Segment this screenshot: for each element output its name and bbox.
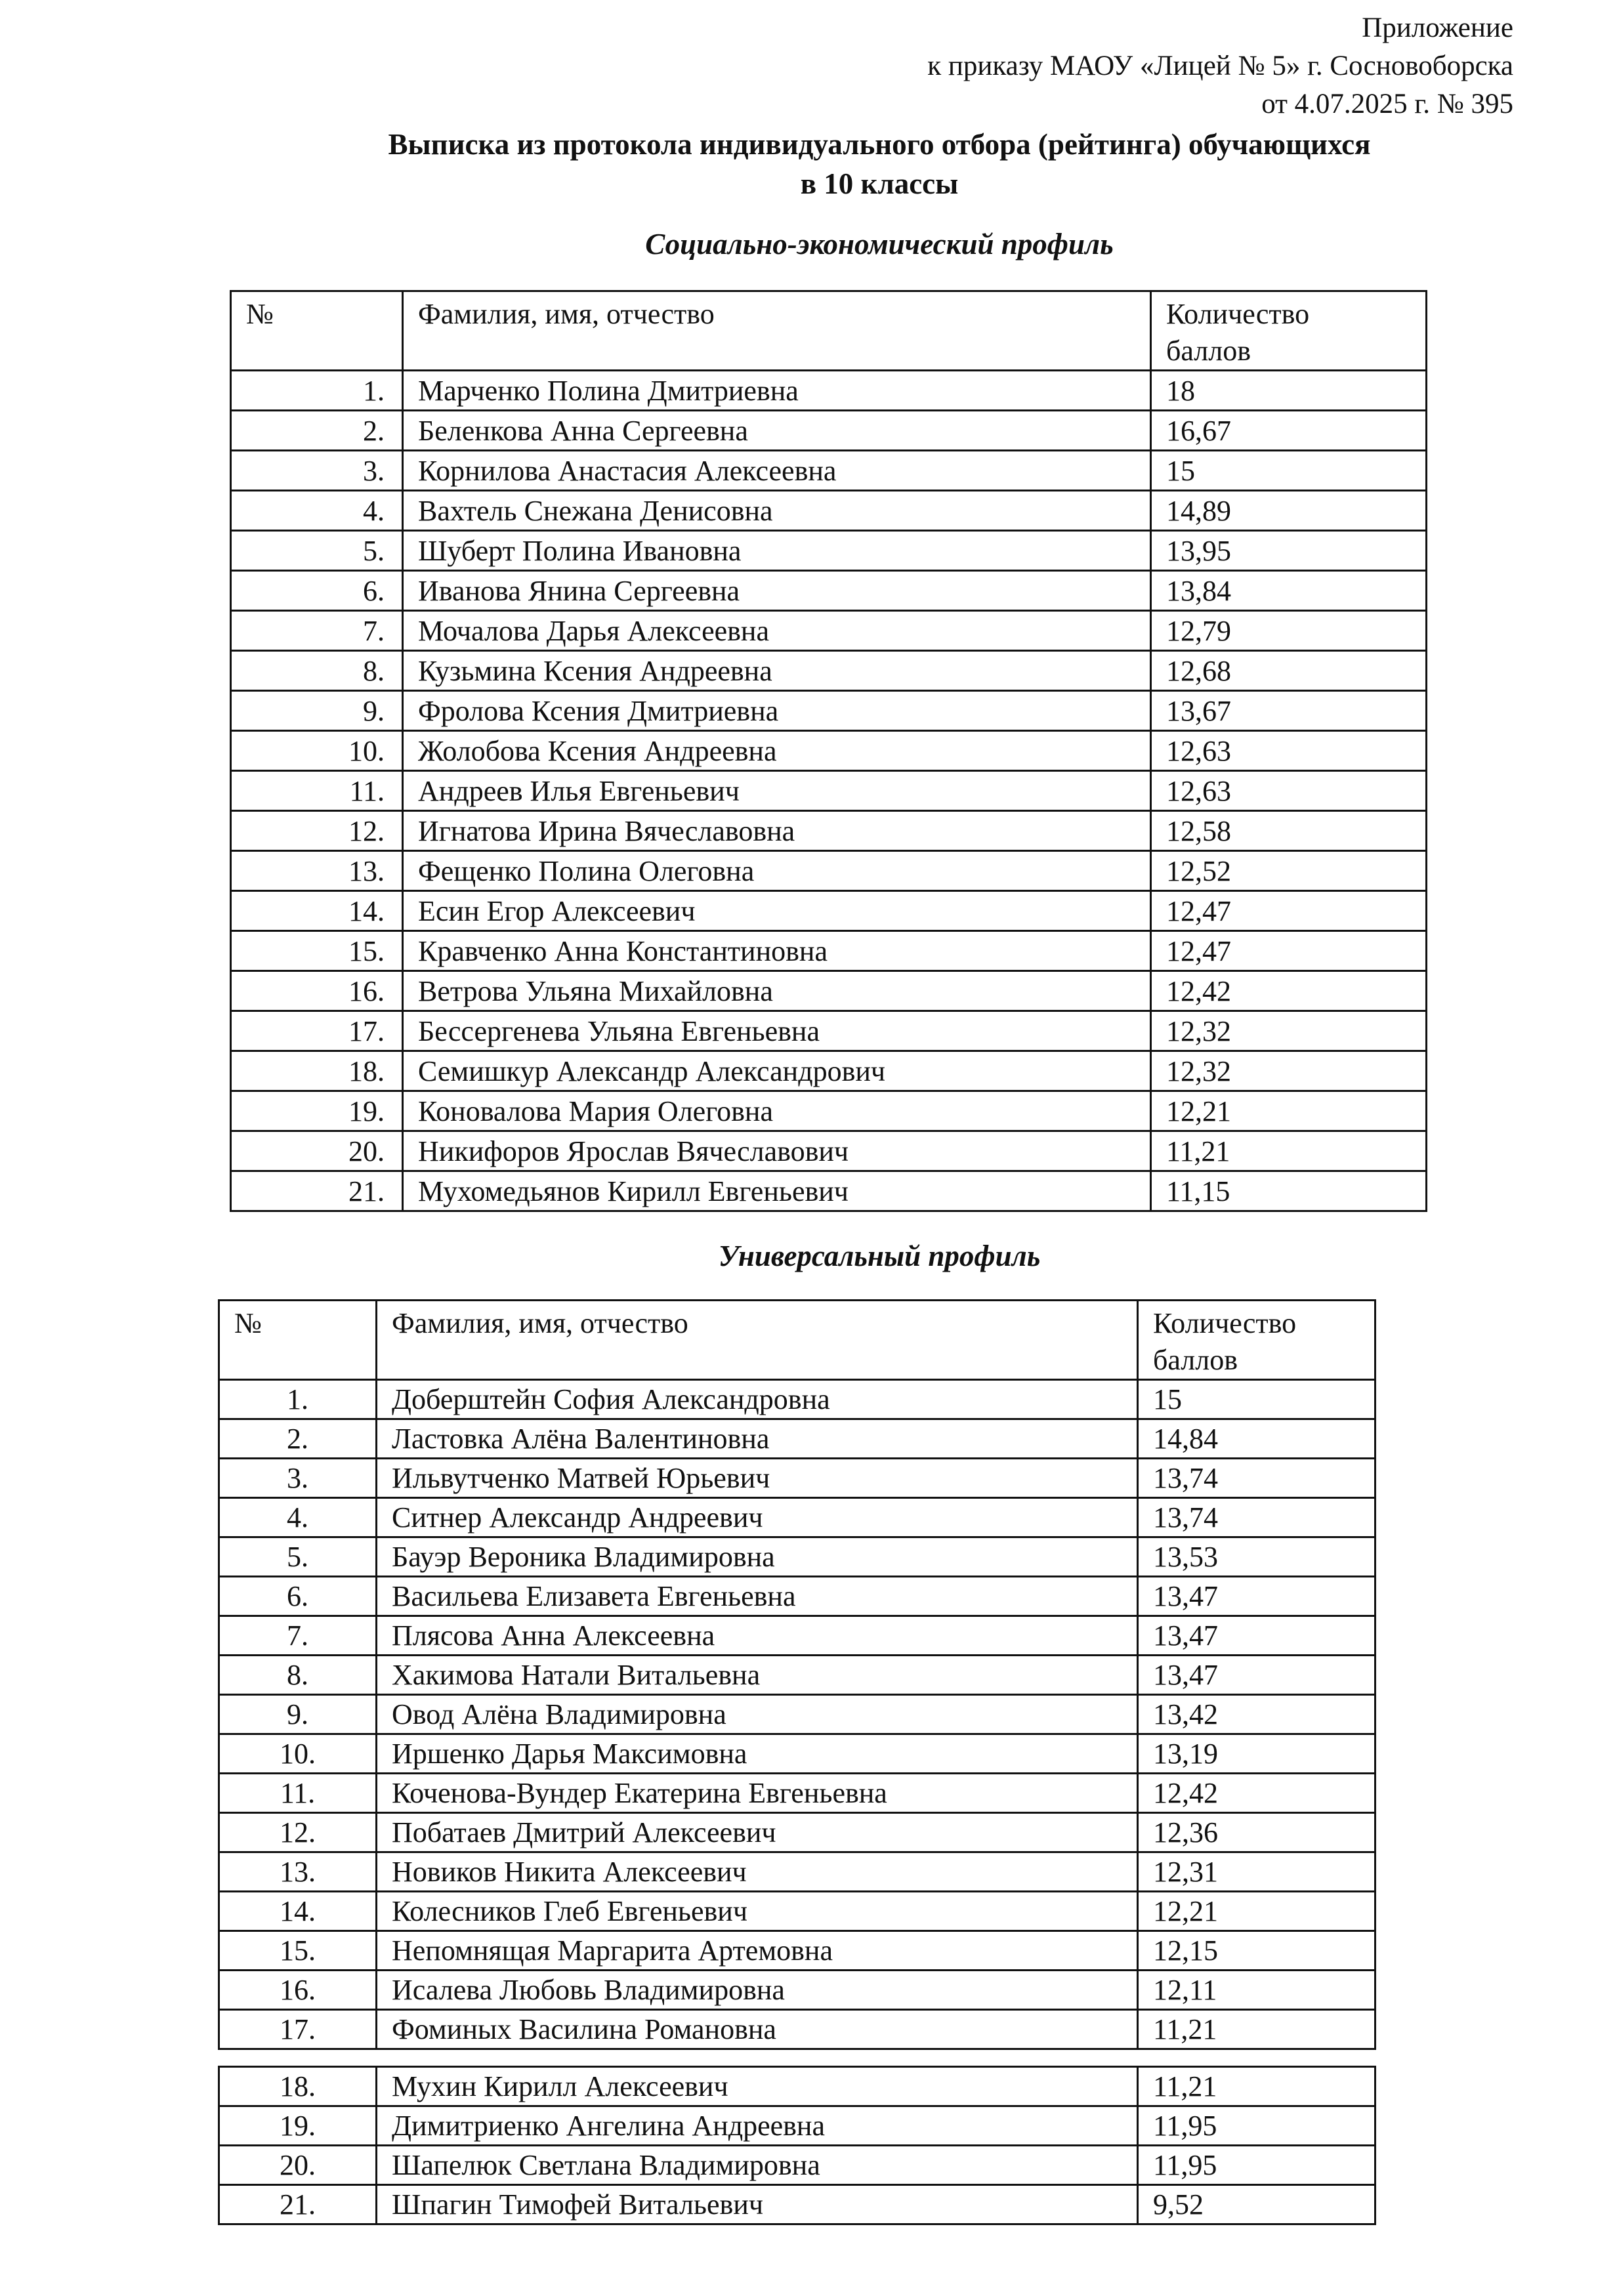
row-number: 12. — [219, 1813, 377, 1852]
table-row — [231, 651, 1427, 691]
row-score: 13,74 — [1138, 1459, 1376, 1498]
section-title-socio-economic: Социально-экономический профиль — [645, 228, 1114, 261]
row-score: 12,32 — [1151, 1011, 1427, 1051]
row-score: 12,21 — [1138, 1892, 1376, 1931]
row-name: Фролова Ксения Дмитриевна — [403, 691, 1151, 731]
row-score: 13,84 — [1151, 571, 1427, 611]
row-name: Шпагин Тимофей Витальевич — [377, 2185, 1138, 2224]
table-row — [219, 1577, 1376, 1616]
row-score: 12,63 — [1151, 771, 1427, 811]
row-name: Ильвутченко Матвей Юрьевич — [377, 1459, 1138, 1498]
row-score: 12,42 — [1138, 1774, 1376, 1813]
row-name: Фещенко Полина Олеговна — [403, 851, 1151, 891]
table-row — [231, 971, 1427, 1011]
row-number: 1. — [231, 371, 403, 411]
row-score: 12,47 — [1151, 931, 1427, 971]
row-number: 8. — [231, 651, 403, 691]
row-number: 18. — [231, 1051, 403, 1091]
row-score: 9,52 — [1138, 2185, 1376, 2224]
row-name: Кравченко Анна Константиновна — [403, 931, 1151, 971]
row-name: Новиков Никита Алексеевич — [377, 1852, 1138, 1892]
row-number: 13. — [231, 851, 403, 891]
row-score: 12,63 — [1151, 731, 1427, 771]
table-row — [219, 2146, 1376, 2185]
table-row — [231, 1011, 1427, 1051]
row-number: 17. — [219, 2010, 377, 2049]
row-number: 20. — [231, 1131, 403, 1171]
table-row — [219, 1656, 1376, 1695]
table-row — [219, 2010, 1376, 2049]
table-row — [231, 1171, 1427, 1211]
row-number: 14. — [219, 1892, 377, 1931]
row-name: Вахтель Снежана Денисовна — [403, 491, 1151, 531]
row-name: Мухин Кирилл Алексеевич — [377, 2067, 1138, 2106]
row-score: 13,19 — [1138, 1734, 1376, 1774]
appendix-date-line: от 4.07.2025 г. № 395 — [1261, 89, 1513, 119]
row-score: 11,21 — [1151, 1131, 1427, 1171]
row-number: 18. — [219, 2067, 377, 2106]
row-score: 13,47 — [1138, 1577, 1376, 1616]
row-number: 19. — [219, 2106, 377, 2146]
row-number: 13. — [219, 1852, 377, 1892]
row-score: 12,68 — [1151, 651, 1427, 691]
row-score: 15 — [1138, 1380, 1376, 1419]
table-row — [231, 571, 1427, 611]
row-score: 12,31 — [1138, 1852, 1376, 1892]
table-row — [219, 1971, 1376, 2010]
row-number: 12. — [231, 811, 403, 851]
row-number: 10. — [219, 1734, 377, 1774]
row-name: Жолобова Ксения Андреевна — [403, 731, 1151, 771]
row-score: 18 — [1151, 371, 1427, 411]
row-score: 12,58 — [1151, 811, 1427, 851]
row-name: Непомнящая Маргарита Артемовна — [377, 1931, 1138, 1971]
row-score: 15 — [1151, 451, 1427, 491]
row-number: 1. — [219, 1380, 377, 1419]
row-name: Колесников Глеб Евгеньевич — [377, 1892, 1138, 1931]
row-name: Кузьмина Ксения Андреевна — [403, 651, 1151, 691]
row-name: Димитриенко Ангелина Андреевна — [377, 2106, 1138, 2146]
socio-economic-table — [230, 290, 1427, 1212]
row-number: 5. — [219, 1537, 377, 1577]
appendix-line: Приложение — [1362, 12, 1513, 43]
row-name: Корнилова Анастасия Алексеевна — [403, 451, 1151, 491]
row-number: 11. — [231, 771, 403, 811]
row-score: 11,95 — [1138, 2106, 1376, 2146]
row-name: Васильева Елизавета Евгеньевна — [377, 1577, 1138, 1616]
row-number: 4. — [219, 1498, 377, 1537]
row-number: 7. — [219, 1616, 377, 1656]
row-number: 15. — [219, 1931, 377, 1971]
row-name: Мочалова Дарья Алексеевна — [403, 611, 1151, 651]
row-name: Бауэр Вероника Владимировна — [377, 1537, 1138, 1577]
row-name: Мухомедьянов Кирилл Евгеньевич — [403, 1171, 1151, 1211]
row-name: Шуберт Полина Ивановна — [403, 531, 1151, 571]
row-score: 11,21 — [1138, 2010, 1376, 2049]
table-row — [231, 891, 1427, 931]
row-score: 13,53 — [1138, 1537, 1376, 1577]
row-number: 7. — [231, 611, 403, 651]
document-title-line2: в 10 классы — [800, 167, 959, 200]
row-score: 11,21 — [1138, 2067, 1376, 2106]
row-score: 13,74 — [1138, 1498, 1376, 1537]
row-name: Доберштейн София Александровна — [377, 1380, 1138, 1419]
table-row — [231, 731, 1427, 771]
row-score: 12,11 — [1138, 1971, 1376, 2010]
row-name: Никифоров Ярослав Вячеславович — [403, 1131, 1151, 1171]
table-row — [231, 531, 1427, 571]
table-row — [231, 691, 1427, 731]
table-row — [219, 1380, 1376, 1419]
table-row — [219, 1498, 1376, 1537]
table-row — [219, 1616, 1376, 1656]
table-row — [231, 491, 1427, 531]
row-score: 13,42 — [1138, 1695, 1376, 1734]
table-row — [219, 1931, 1376, 1971]
table-row — [219, 1459, 1376, 1498]
row-score: 16,67 — [1151, 411, 1427, 451]
row-score: 12,52 — [1151, 851, 1427, 891]
row-score: 12,21 — [1151, 1091, 1427, 1131]
row-name: Иванова Янина Сергеевна — [403, 571, 1151, 611]
row-name: Марченко Полина Дмитриевна — [403, 371, 1151, 411]
row-number: 15. — [231, 931, 403, 971]
column-header-score: Количество баллов — [1138, 1301, 1376, 1380]
table-row — [219, 1813, 1376, 1852]
table-header-row — [231, 291, 1427, 371]
row-score: 14,89 — [1151, 491, 1427, 531]
row-name: Ситнер Александр Андреевич — [377, 1498, 1138, 1537]
row-name: Коченова-Вундер Екатерина Евгеньевна — [377, 1774, 1138, 1813]
table-row — [219, 2106, 1376, 2146]
table-row — [219, 1419, 1376, 1459]
table-row — [231, 1051, 1427, 1091]
table-header-row — [219, 1301, 1376, 1380]
table-row — [231, 771, 1427, 811]
document-title-line1: Выписка из протокола индивидуального отбора (рейтинга) обучающихся — [388, 128, 1371, 161]
document-title — [0, 125, 1617, 203]
table-row — [231, 1131, 1427, 1171]
row-name: Овод Алёна Владимировна — [377, 1695, 1138, 1734]
section-title-universal: Универсальный профиль — [718, 1240, 1041, 1272]
row-name: Хакимова Натали Витальевна — [377, 1656, 1138, 1695]
column-header-name: Фамилия, имя, отчество — [377, 1301, 1138, 1380]
row-number: 9. — [231, 691, 403, 731]
table-row — [219, 1774, 1376, 1813]
column-header-number: № — [219, 1301, 377, 1380]
row-number: 6. — [231, 571, 403, 611]
row-number: 8. — [219, 1656, 377, 1695]
row-score: 12,15 — [1138, 1931, 1376, 1971]
row-name: Семишкур Александр Александрович — [403, 1051, 1151, 1091]
row-number: 10. — [231, 731, 403, 771]
row-score: 12,79 — [1151, 611, 1427, 651]
row-number: 3. — [231, 451, 403, 491]
table-row — [231, 851, 1427, 891]
row-score: 11,95 — [1138, 2146, 1376, 2185]
row-number: 4. — [231, 491, 403, 531]
row-name: Ластовка Алёна Валентиновна — [377, 1419, 1138, 1459]
row-name: Плясова Анна Алексеевна — [377, 1616, 1138, 1656]
row-number: 3. — [219, 1459, 377, 1498]
row-number: 16. — [231, 971, 403, 1011]
table-row — [231, 611, 1427, 651]
row-number: 11. — [219, 1774, 377, 1813]
table-row — [231, 411, 1427, 451]
universal-table-continued — [218, 2066, 1376, 2225]
row-name: Бессергенева Ульяна Евгеньевна — [403, 1011, 1151, 1051]
row-name: Игнатова Ирина Вячеславовна — [403, 811, 1151, 851]
row-name: Шапелюк Светлана Владимировна — [377, 2146, 1138, 2185]
table-row — [231, 371, 1427, 411]
appendix-header — [927, 9, 1513, 123]
row-score: 11,15 — [1151, 1171, 1427, 1211]
table-row — [231, 811, 1427, 851]
column-header-name: Фамилия, имя, отчество — [403, 291, 1151, 371]
table-row — [219, 2185, 1376, 2224]
row-number: 20. — [219, 2146, 377, 2185]
row-name: Исалева Любовь Владимировна — [377, 1971, 1138, 2010]
row-score: 12,42 — [1151, 971, 1427, 1011]
row-name: Ветрова Ульяна Михайловна — [403, 971, 1151, 1011]
table-row — [219, 1695, 1376, 1734]
table-row — [219, 1734, 1376, 1774]
row-number: 16. — [219, 1971, 377, 2010]
table-row — [219, 1537, 1376, 1577]
row-score: 13,47 — [1138, 1656, 1376, 1695]
table-row — [219, 1852, 1376, 1892]
row-name: Фоминых Василина Романовна — [377, 2010, 1138, 2049]
row-name: Коновалова Мария Олеговна — [403, 1091, 1151, 1131]
row-score: 12,36 — [1138, 1813, 1376, 1852]
row-number: 6. — [219, 1577, 377, 1616]
universal-table — [218, 1299, 1376, 2050]
row-number: 5. — [231, 531, 403, 571]
row-number: 21. — [219, 2185, 377, 2224]
row-name: Андреев Илья Евгеньевич — [403, 771, 1151, 811]
column-header-number: № — [231, 291, 403, 371]
table-row — [219, 2067, 1376, 2106]
row-number: 17. — [231, 1011, 403, 1051]
table-row — [231, 1091, 1427, 1131]
row-name: Побатаев Дмитрий Алексеевич — [377, 1813, 1138, 1852]
row-number: 19. — [231, 1091, 403, 1131]
row-score: 13,95 — [1151, 531, 1427, 571]
row-score: 12,47 — [1151, 891, 1427, 931]
row-number: 9. — [219, 1695, 377, 1734]
table-row — [231, 451, 1427, 491]
row-score: 13,67 — [1151, 691, 1427, 731]
row-number: 2. — [231, 411, 403, 451]
row-name: Иршенко Дарья Максимовна — [377, 1734, 1138, 1774]
table-row — [231, 931, 1427, 971]
row-number: 2. — [219, 1419, 377, 1459]
row-name: Беленкова Анна Сергеевна — [403, 411, 1151, 451]
table-row — [219, 1892, 1376, 1931]
row-score: 12,32 — [1151, 1051, 1427, 1091]
column-header-score: Количество баллов — [1151, 291, 1427, 371]
appendix-order-line: к приказу МАОУ «Лицей № 5» г. Сосновоборска — [927, 51, 1513, 81]
row-score: 14,84 — [1138, 1419, 1376, 1459]
row-number: 14. — [231, 891, 403, 931]
row-number: 21. — [231, 1171, 403, 1211]
row-score: 13,47 — [1138, 1616, 1376, 1656]
row-name: Есин Егор Алексеевич — [403, 891, 1151, 931]
